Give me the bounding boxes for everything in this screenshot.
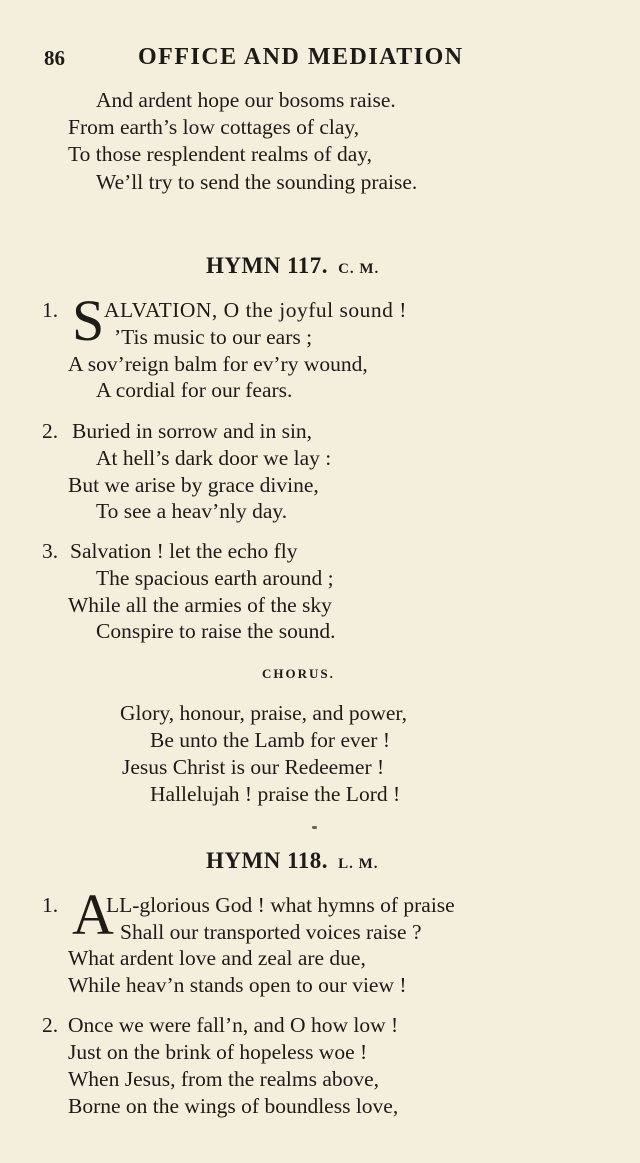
verse-line: While all the armies of the sky: [68, 593, 332, 617]
running-title: OFFICE AND MEDIATION: [138, 44, 464, 70]
page-number: 86: [44, 46, 65, 70]
verse-line: Conspire to raise the sound.: [96, 619, 336, 643]
verse-line: ’Tis music to our ears ;: [114, 325, 313, 349]
verse-line: While heav’n stands open to our view !: [68, 973, 407, 997]
verse-line: Borne on the wings of boundless love,: [68, 1094, 399, 1118]
chorus-line: Be unto the Lamb for ever !: [150, 728, 390, 752]
stanza-number: 2.: [42, 1013, 59, 1037]
drop-cap: A: [72, 882, 114, 947]
verse-line: Salvation ! let the echo fly: [70, 539, 298, 563]
hymn-meter: L. M.: [338, 856, 379, 872]
verse-line: When Jesus, from the realms above,: [68, 1067, 380, 1091]
chorus-line: Hallelujah ! praise the Lord !: [150, 782, 401, 806]
hymn-meter: C. M.: [338, 261, 380, 277]
chorus-line: Glory, honour, praise, and power,: [120, 701, 408, 725]
verse-line: Once we were fall’n, and O how low !: [68, 1013, 399, 1037]
verse-line: To those resplendent realms of day,: [68, 142, 372, 166]
verse-line: A cordial for our fears.: [96, 378, 293, 402]
stanza-number: 1.: [42, 893, 59, 917]
verse-line: Shall our transported voices raise ?: [120, 920, 422, 944]
verse-line: At hell’s dark door we lay :: [96, 446, 332, 470]
verse-line: From earth’s low cottages of clay,: [68, 115, 360, 139]
verse-line: A sov’reign balm for ev’ry wound,: [68, 352, 368, 376]
verse-line: Just on the brink of hopeless woe !: [68, 1040, 368, 1064]
hymn-title-text: HYMN 118.: [206, 848, 329, 873]
hymn-117-title: [206, 253, 379, 279]
verse-line: Buried in sorrow and in sin,: [72, 419, 313, 443]
verse-line: To see a heav’nly day.: [96, 499, 288, 523]
verse-line: ALVATION, O the joyful sound !: [104, 298, 407, 322]
drop-cap: S: [72, 288, 105, 353]
printer-ornament: [312, 826, 317, 829]
verse-line: What ardent love and zeal are due,: [68, 946, 366, 970]
verse-line: LL-glorious God ! what hymns of praise: [106, 893, 455, 917]
verse-line: And ardent hope our bosoms raise.: [96, 88, 396, 112]
stanza-number: 2.: [42, 419, 59, 443]
verse-line: But we arise by grace divine,: [68, 473, 319, 497]
hymn-118-title: [206, 848, 378, 874]
verse-line: We’ll try to send the sounding praise.: [96, 170, 418, 194]
stanza-number: 1.: [42, 298, 59, 322]
chorus-label: CHORUS.: [262, 666, 335, 681]
stanza-number: 3.: [42, 539, 59, 563]
verse-line: The spacious earth around ;: [96, 566, 334, 590]
hymn-title-text: HYMN 117.: [206, 253, 329, 278]
chorus-line: Jesus Christ is our Redeemer !: [122, 755, 385, 779]
